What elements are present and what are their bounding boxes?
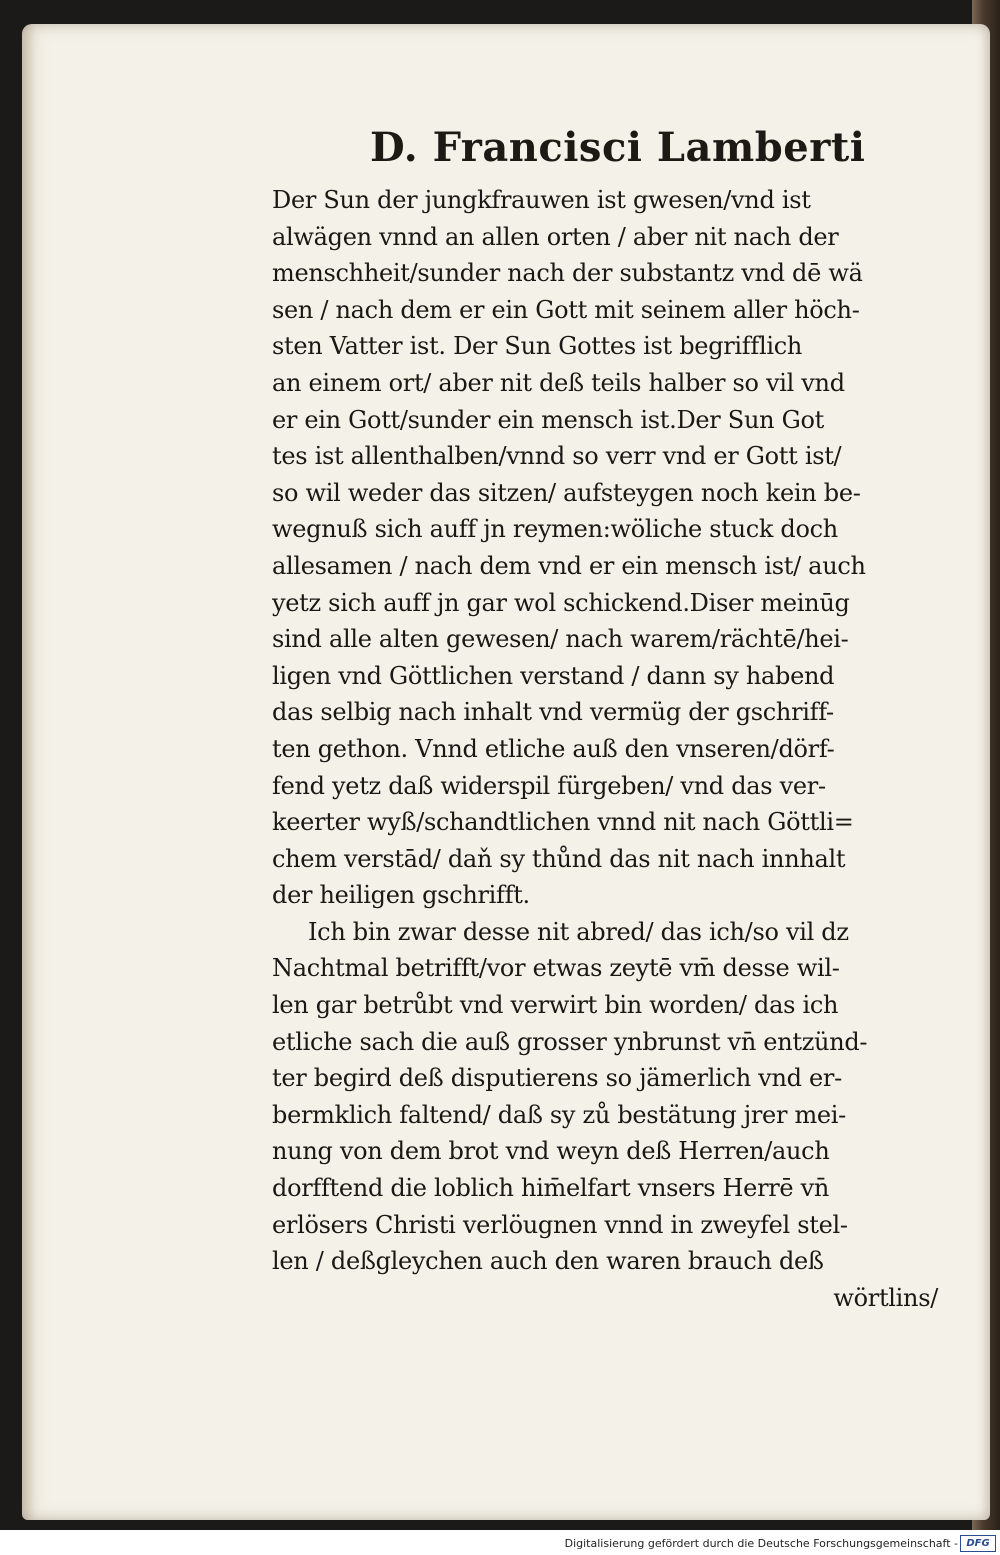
text-line: alwägen vnnd an allen orten / aber nit nach der (272, 222, 839, 251)
text-line: bermklich faltend/ daß sy zů bestätung jrer mei- (272, 1100, 846, 1129)
body-text (272, 182, 952, 1316)
text-line: an einem ort/ aber nit deß teils halber so vil vnd (272, 368, 845, 397)
text-line: sten Vatter ist. Der Sun Gottes ist begrifflich (272, 332, 803, 361)
text-line: er ein Gott/sunder ein mensch ist.Der Sun Got (272, 405, 824, 434)
text-line: erlösers Christi verlöugnen vnnd in zweyfel stel- (272, 1210, 848, 1239)
text-line: ter begird deß disputierens so jämerlich vnd er- (272, 1064, 842, 1093)
text-line: so wil weder das sitzen/ aufsteygen noch kein be- (272, 478, 861, 507)
text-line: allesamen / nach dem vnd er ein mensch ist/ auch (272, 551, 866, 580)
text-line: len / deßgleychen auch den waren brauch deß (272, 1247, 824, 1276)
text-line: wegnuß sich auff jn reymen:wöliche stuck doch (272, 515, 838, 544)
footer-bar (0, 1530, 1000, 1555)
text-line: dorfftend die loblich him̄elfart vnsers Herrē vn̄ (272, 1174, 830, 1203)
text-line: menschheit/sunder nach der substantz vnd dē wä (272, 259, 863, 288)
text-line: sen / nach dem er ein Gott mit seinem aller höch- (272, 295, 860, 324)
text-line: ten gethon. Vnnd etliche auß den vnseren/dörf- (272, 734, 835, 763)
text-line: das selbig nach inhalt vnd vermüg der gschriff- (272, 698, 834, 727)
dfg-logo: DFG (960, 1535, 996, 1552)
text-line: Nachtmal betrifft/vor etwas zeytē vm̄ desse wil- (272, 954, 840, 983)
digitization-credit: Digitalisierung gefördert durch die Deutsche Forschungsgemeinschaft - (564, 1537, 958, 1550)
catchword: wörtlins/ (833, 1283, 938, 1312)
text-line: der heiligen gschrifft. (272, 881, 530, 910)
running-head: D. Francisci Lamberti (370, 124, 866, 171)
text-line: fend yetz daß widerspil fürgeben/ vnd das ver- (272, 771, 826, 800)
text-line: Der Sun der jungkfrauwen ist gwesen/vnd ist (272, 186, 811, 214)
text-line: etliche sach die auß grosser ynbrunst vn̄ entzünd- (272, 1027, 868, 1056)
text-line: chem verstād/ daň sy thůnd das nit nach innhalt (272, 844, 846, 873)
text-line: sind alle alten gewesen/ nach warem/rächtē/hei- (272, 625, 849, 654)
text-line: nung von dem brot vnd weyn deß Herren/auch (272, 1137, 830, 1166)
text-line: ligen vnd Göttlichen verstand / dann sy habend (272, 661, 835, 690)
text-line: keerter wyß/schandtlichen vnnd nit nach Göttli= (272, 808, 854, 837)
text-line: Ich bin zwar desse nit abred/ das ich/so vil dz (308, 917, 849, 946)
text-line: yetz sich auff jn gar wol schickend.Diser meinūg (272, 588, 850, 617)
text-line: len gar betrůbt vnd verwirt bin worden/ das ich (272, 991, 839, 1020)
text-line: tes ist allenthalben/vnnd so verr vnd er Gott ist/ (272, 442, 842, 471)
